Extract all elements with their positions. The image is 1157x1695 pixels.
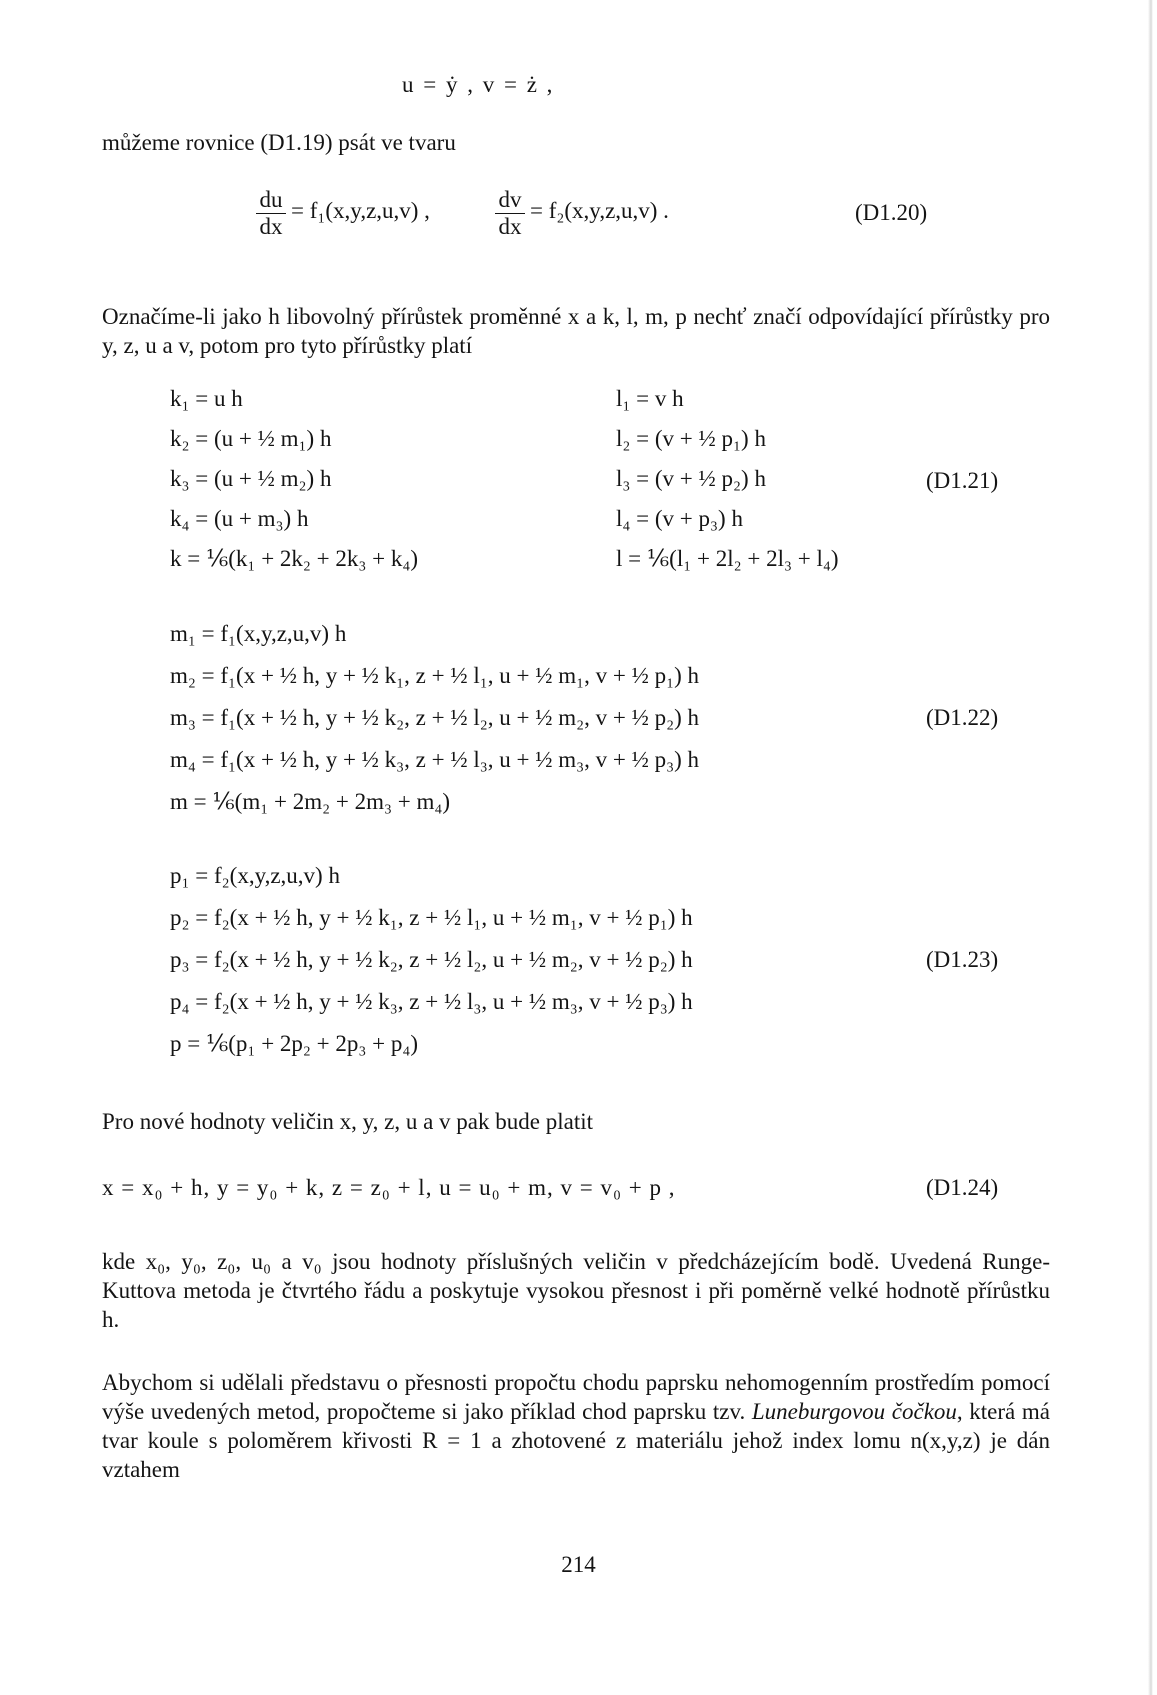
paragraph-luneburg bbox=[102, 1368, 1050, 1484]
paragraph-luneburg-start: Abychom si udělali představu o přesnosti propočtu chodu paprsku nehomogenním prostředím pomocí výše uvedených metod, propočteme si jako příklad chod paprsku tzv. bbox=[102, 1370, 1050, 1424]
l-line: l₂ = (v + ½ p₁) h bbox=[616, 426, 766, 451]
l-line: l = ⅙(l₁ + 2l₂ + 2l₃ + l₄) bbox=[616, 546, 839, 571]
m-line: m₃ = f₁(x + ½ h, y + ½ k₂, z + ½ l₂, u + ½ m₂, v + ½ p₂) h bbox=[170, 705, 700, 730]
k-line: k₄ = (u + m₃) h bbox=[170, 506, 309, 531]
k-line: k₂ = (u + ½ m₁) h bbox=[170, 426, 332, 451]
luneburg-lens-term: Luneburgovou čočkou bbox=[751, 1399, 957, 1424]
paragraph-new-values: Pro nové hodnoty veličin x, y, z, u a v pak bude platit bbox=[102, 1109, 593, 1134]
substitution-line: u = ẏ , v = ż , bbox=[402, 72, 555, 97]
fraction-denominator: dx bbox=[259, 214, 283, 239]
p-line: p₂ = f₂(x + ½ h, y + ½ k₁, z + ½ l₁, u + ½ m₁, v + ½ p₁) h bbox=[170, 905, 693, 930]
m-line: m = ⅙(m₁ + 2m₂ + 2m₃ + m₄) bbox=[170, 789, 451, 814]
equation-number: (D1.23) bbox=[926, 947, 999, 972]
l-line: l₃ = (v + ½ p₂) h bbox=[616, 466, 766, 491]
scan-edge-line bbox=[1148, 0, 1153, 1695]
fraction-numerator: du bbox=[259, 187, 283, 212]
equation-number: (D1.24) bbox=[926, 1175, 999, 1200]
m-line: m₁ = f₁(x,y,z,u,v) h bbox=[170, 621, 347, 646]
l-line: l₁ = v h bbox=[616, 386, 684, 411]
p-line: p₃ = f₂(x + ½ h, y + ½ k₂, z + ½ l₂, u + ½ m₂, v + ½ p₂) h bbox=[170, 947, 693, 972]
paragraph-runge-kutta: kde x₀, y₀, z₀, u₀ a v₀ jsou hodnoty příslušných veličin v předcházejícím bodě. Uvedená Runge-Kuttova metoda je čtvrtého řádu a poskytuje vysokou přesnost i při poměrně velké hodnotě přírůstku h. bbox=[102, 1249, 1050, 1332]
fraction-denominator: dx bbox=[498, 214, 522, 239]
equation-du-rhs: = f₁(x,y,z,u,v) , bbox=[291, 198, 430, 223]
page-number: 214 bbox=[561, 1552, 596, 1577]
p-line: p₁ = f₂(x,y,z,u,v) h bbox=[170, 863, 340, 888]
k-line: k₁ = u h bbox=[170, 386, 243, 411]
k-line: k = ⅙(k₁ + 2k₂ + 2k₃ + k₄) bbox=[170, 546, 419, 571]
equation-update-line: x = x₀ + h, y = y₀ + k, z = z₀ + l, u = u₀ + m, v = v₀ + p , bbox=[102, 1175, 676, 1200]
fraction-dv-dx bbox=[495, 187, 525, 240]
p-line: p = ⅙(p₁ + 2p₂ + 2p₃ + p₄) bbox=[170, 1031, 419, 1056]
fraction-numerator: dv bbox=[498, 187, 522, 212]
m-line: m₄ = f₁(x + ½ h, y + ½ k₃, z + ½ l₃, u + ½ m₃, v + ½ p₃) h bbox=[170, 747, 700, 772]
paragraph-luneburg-end: , která má tvar koule s poloměrem křivosti R = 1 a zhotovené z materiálu jehož index lomu n(x,y,z) je dán vztahem bbox=[102, 1399, 1050, 1482]
fraction-du-dx bbox=[256, 187, 286, 240]
equation-number: (D1.21) bbox=[926, 468, 999, 493]
intro-line: můžeme rovnice (D1.19) psát ve tvaru bbox=[102, 130, 456, 155]
p-line: p₄ = f₂(x + ½ h, y + ½ k₃, z + ½ l₃, u + ½ m₃, v + ½ p₃) h bbox=[170, 989, 693, 1014]
paragraph-increments: Označíme-li jako h libovolný přírůstek proměnné x a k, l, m, p nechť značí odpovídající přírůstky pro y, z, u a v, potom pro tyto přírůstky platí bbox=[102, 304, 1050, 358]
m-line: m₂ = f₁(x + ½ h, y + ½ k₁, z + ½ l₁, u + ½ m₁, v + ½ p₁) h bbox=[170, 663, 700, 688]
k-line: k₃ = (u + ½ m₂) h bbox=[170, 466, 332, 491]
equation-number: (D1.22) bbox=[926, 705, 999, 730]
equation-number: (D1.20) bbox=[855, 200, 928, 225]
equation-dv-rhs: = f₂(x,y,z,u,v) . bbox=[530, 198, 669, 223]
l-line: l₄ = (v + p₃) h bbox=[616, 506, 743, 531]
